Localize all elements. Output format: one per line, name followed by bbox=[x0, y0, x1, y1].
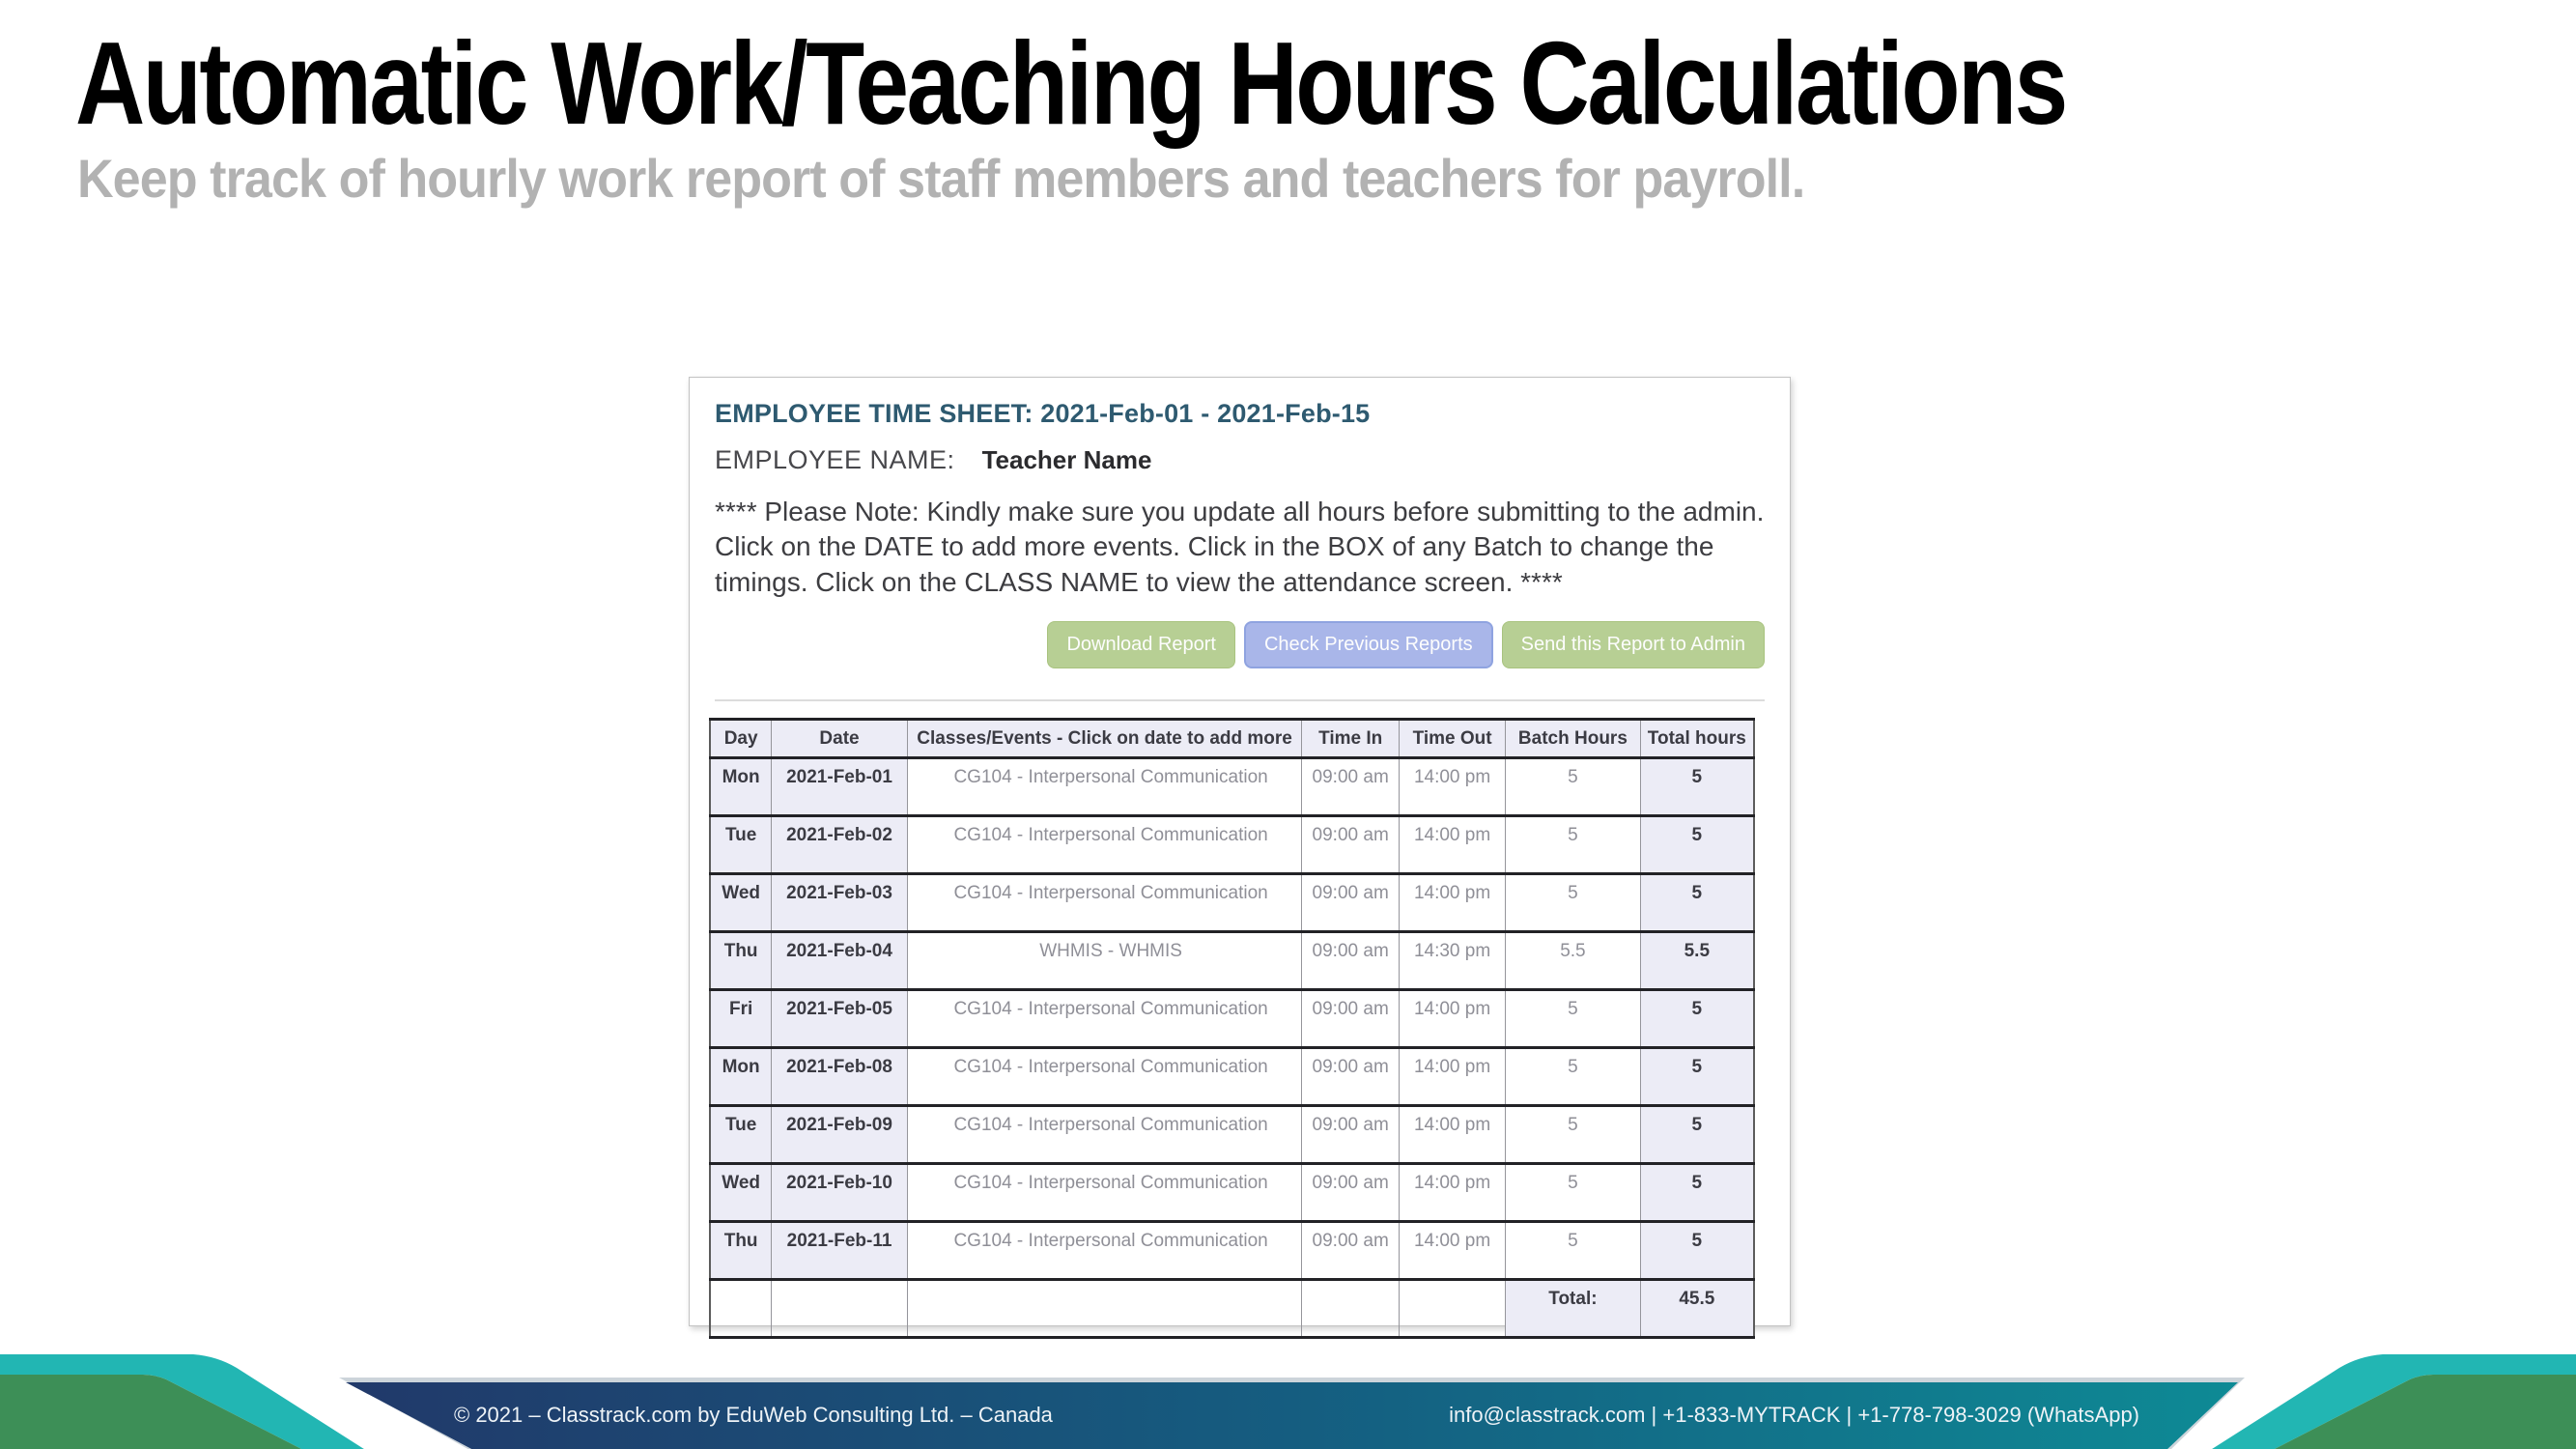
report-buttons-row bbox=[715, 621, 1765, 668]
cell-time-out: 14:00 pm bbox=[1399, 816, 1505, 874]
total-hours-value: 45.5 bbox=[1640, 1280, 1754, 1338]
cell-class-name[interactable]: CG104 - Interpersonal Communication bbox=[907, 758, 1302, 816]
cell-empty bbox=[1302, 1280, 1400, 1338]
cell-empty bbox=[907, 1280, 1302, 1338]
cell-total-hours: 5 bbox=[1640, 990, 1754, 1048]
cell-batch-hours[interactable]: 5 bbox=[1506, 990, 1640, 1048]
cell-time-out: 14:30 pm bbox=[1399, 932, 1505, 990]
cell-day: Wed bbox=[710, 874, 772, 932]
table-row bbox=[710, 990, 1754, 1048]
cell-time-in: 09:00 am bbox=[1302, 1106, 1400, 1164]
cell-empty bbox=[1399, 1280, 1505, 1338]
cell-time-in: 09:00 am bbox=[1302, 1222, 1400, 1280]
employee-name-value: Teacher Name bbox=[981, 445, 1152, 474]
cell-time-in: 09:00 am bbox=[1302, 816, 1400, 874]
employee-name-label: EMPLOYEE NAME: bbox=[715, 445, 955, 474]
timesheet-table-body bbox=[710, 758, 1754, 1280]
cell-total-hours: 5 bbox=[1640, 1222, 1754, 1280]
cell-batch-hours[interactable]: 5 bbox=[1506, 758, 1640, 816]
cell-time-out: 14:00 pm bbox=[1399, 874, 1505, 932]
table-row bbox=[710, 816, 1754, 874]
table-header-row bbox=[710, 720, 1754, 758]
cell-batch-hours[interactable]: 5.5 bbox=[1506, 932, 1640, 990]
cell-total-hours: 5 bbox=[1640, 816, 1754, 874]
column-header-2: Classes/Events - Click on date to add more bbox=[907, 720, 1302, 758]
cell-batch-hours[interactable]: 5 bbox=[1506, 874, 1640, 932]
cell-batch-hours[interactable]: 5 bbox=[1506, 1222, 1640, 1280]
cell-class-name[interactable]: CG104 - Interpersonal Communication bbox=[907, 1164, 1302, 1222]
table-row bbox=[710, 1048, 1754, 1106]
cell-date[interactable]: 2021-Feb-09 bbox=[772, 1106, 908, 1164]
cell-class-name[interactable]: CG104 - Interpersonal Communication bbox=[907, 1106, 1302, 1164]
cell-time-out: 14:00 pm bbox=[1399, 1222, 1505, 1280]
cell-total-hours: 5 bbox=[1640, 1164, 1754, 1222]
total-label: Total: bbox=[1506, 1280, 1640, 1338]
cell-time-out: 14:00 pm bbox=[1399, 758, 1505, 816]
cell-time-in: 09:00 am bbox=[1302, 1164, 1400, 1222]
column-header-6: Total hours bbox=[1640, 720, 1754, 758]
cell-time-out: 14:00 pm bbox=[1399, 1106, 1505, 1164]
cell-total-hours: 5 bbox=[1640, 1048, 1754, 1106]
table-row bbox=[710, 932, 1754, 990]
cell-total-hours: 5 bbox=[1640, 874, 1754, 932]
footer-decoration bbox=[0, 1343, 2576, 1449]
cell-total-hours: 5 bbox=[1640, 1106, 1754, 1164]
check-previous-reports-button[interactable]: Check Previous Reports bbox=[1244, 621, 1493, 668]
footer-contact-info[interactable]: info@classtrack.com | +1-833-MYTRACK | +1-778-798-3029 (WhatsApp) bbox=[1449, 1403, 2139, 1427]
cell-batch-hours[interactable]: 5 bbox=[1506, 1106, 1640, 1164]
timesheet-table bbox=[709, 718, 1755, 1339]
cell-batch-hours[interactable]: 5 bbox=[1506, 1164, 1640, 1222]
table-total-row bbox=[710, 1280, 1754, 1338]
footer bbox=[0, 1343, 2576, 1449]
cell-date[interactable]: 2021-Feb-03 bbox=[772, 874, 908, 932]
cell-day: Wed bbox=[710, 1164, 772, 1222]
cell-day: Mon bbox=[710, 758, 772, 816]
cell-day: Thu bbox=[710, 932, 772, 990]
cell-class-name[interactable]: CG104 - Interpersonal Communication bbox=[907, 874, 1302, 932]
cell-date[interactable]: 2021-Feb-10 bbox=[772, 1164, 908, 1222]
cell-day: Thu bbox=[710, 1222, 772, 1280]
cell-class-name[interactable]: WHMIS - WHMIS bbox=[907, 932, 1302, 990]
cell-class-name[interactable]: CG104 - Interpersonal Communication bbox=[907, 816, 1302, 874]
column-header-4: Time Out bbox=[1399, 720, 1505, 758]
cell-time-in: 09:00 am bbox=[1302, 758, 1400, 816]
cell-date[interactable]: 2021-Feb-05 bbox=[772, 990, 908, 1048]
cell-class-name[interactable]: CG104 - Interpersonal Communication bbox=[907, 1222, 1302, 1280]
cell-date[interactable]: 2021-Feb-01 bbox=[772, 758, 908, 816]
cell-time-out: 14:00 pm bbox=[1399, 990, 1505, 1048]
table-row bbox=[710, 1164, 1754, 1222]
cell-batch-hours[interactable]: 5 bbox=[1506, 816, 1640, 874]
cell-empty bbox=[710, 1280, 772, 1338]
cell-empty bbox=[772, 1280, 908, 1338]
download-report-button[interactable]: Download Report bbox=[1047, 621, 1235, 668]
column-header-1: Date bbox=[772, 720, 908, 758]
cell-total-hours: 5.5 bbox=[1640, 932, 1754, 990]
slide-subtitle: Keep track of hourly work report of staff members and teachers for payroll. bbox=[77, 148, 1805, 209]
column-header-0: Day bbox=[710, 720, 772, 758]
cell-day: Mon bbox=[710, 1048, 772, 1106]
employee-row bbox=[715, 445, 1765, 475]
cell-date[interactable]: 2021-Feb-11 bbox=[772, 1222, 908, 1280]
cell-day: Fri bbox=[710, 990, 772, 1048]
timesheet-card bbox=[689, 377, 1791, 1326]
cell-time-in: 09:00 am bbox=[1302, 990, 1400, 1048]
cell-class-name[interactable]: CG104 - Interpersonal Communication bbox=[907, 1048, 1302, 1106]
table-row bbox=[710, 1106, 1754, 1164]
please-note-text: **** Please Note: Kindly make sure you update all hours before submitting to the admin. Click on the DATE to add more events. Click in the BOX of any Batch to change the timings. Click on the CLASS NAME to view the attendance screen. **** bbox=[715, 497, 1765, 597]
cell-time-out: 14:00 pm bbox=[1399, 1048, 1505, 1106]
cell-time-in: 09:00 am bbox=[1302, 1048, 1400, 1106]
footer-copyright: © 2021 – Classtrack.com by EduWeb Consulting Ltd. – Canada bbox=[454, 1403, 1053, 1427]
cell-batch-hours[interactable]: 5 bbox=[1506, 1048, 1640, 1106]
cell-date[interactable]: 2021-Feb-04 bbox=[772, 932, 908, 990]
cell-day: Tue bbox=[710, 816, 772, 874]
column-header-5: Batch Hours bbox=[1506, 720, 1640, 758]
timesheet-title: EMPLOYEE TIME SHEET: 2021-Feb-01 - 2021-Feb-15 bbox=[715, 399, 1371, 428]
cell-total-hours: 5 bbox=[1640, 758, 1754, 816]
cell-day: Tue bbox=[710, 1106, 772, 1164]
table-row bbox=[710, 758, 1754, 816]
column-header-3: Time In bbox=[1302, 720, 1400, 758]
cell-date[interactable]: 2021-Feb-02 bbox=[772, 816, 908, 874]
cell-time-out: 14:00 pm bbox=[1399, 1164, 1505, 1222]
send-report-to-admin-button[interactable]: Send this Report to Admin bbox=[1502, 621, 1765, 668]
cell-time-in: 09:00 am bbox=[1302, 932, 1400, 990]
table-row bbox=[710, 874, 1754, 932]
table-row bbox=[710, 1222, 1754, 1280]
cell-class-name[interactable]: CG104 - Interpersonal Communication bbox=[907, 990, 1302, 1048]
cell-date[interactable]: 2021-Feb-08 bbox=[772, 1048, 908, 1106]
slide-title: Automatic Work/Teaching Hours Calculations bbox=[75, 17, 2066, 149]
cell-time-in: 09:00 am bbox=[1302, 874, 1400, 932]
